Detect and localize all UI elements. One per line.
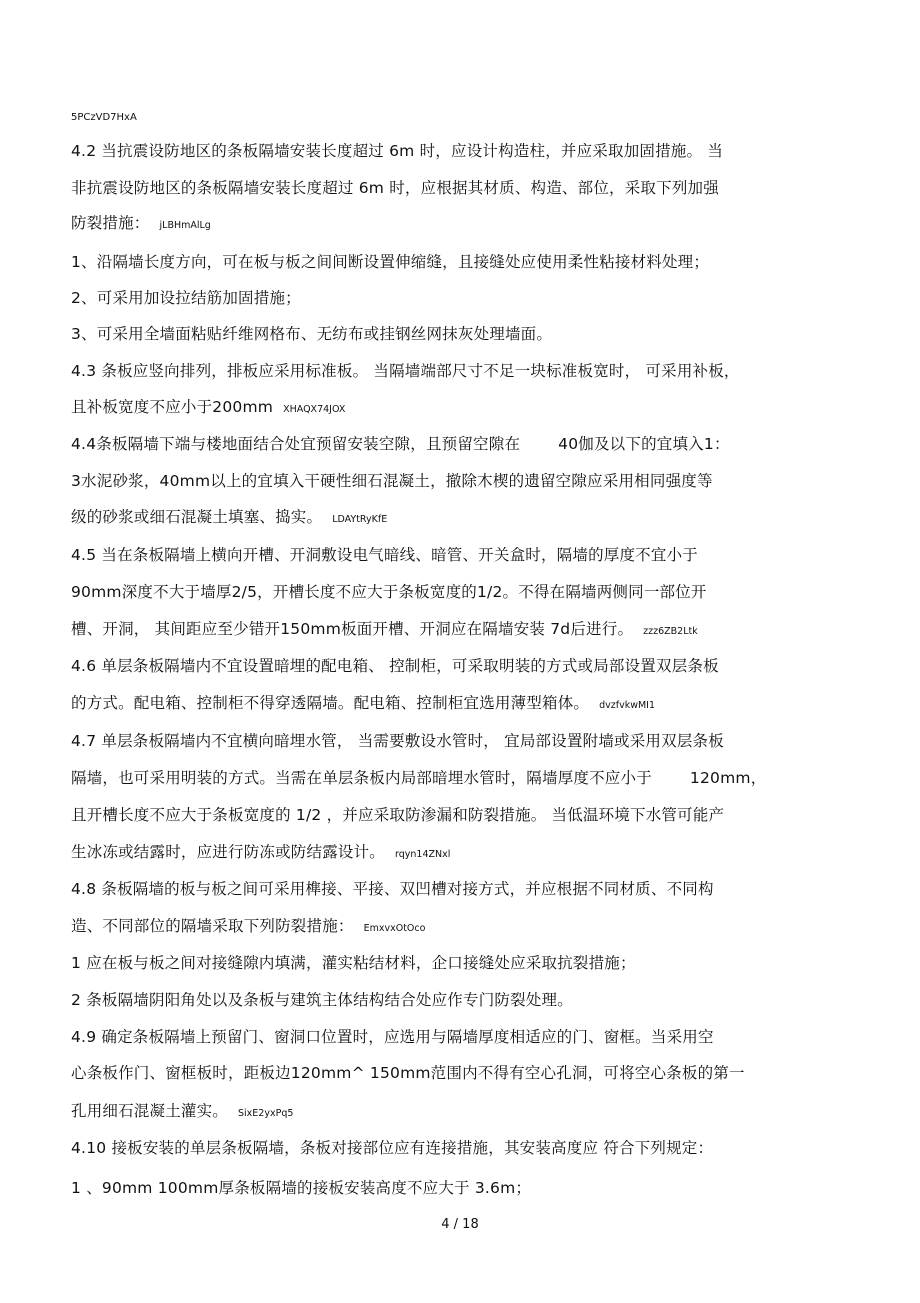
line-4-4-c: 级的砂浆或细石混凝土填塞、捣实。 LDAYtRyKfE	[71, 508, 388, 526]
line-code: jLBHmAlLg	[159, 220, 211, 231]
line-item-3: 3、可采用全墙面粘贴纤维网格布、无纺布或挂钢丝网抹灰处理墙面。	[71, 325, 553, 343]
line-item-2: 2、可采用加设拉结筋加固措施；	[71, 289, 301, 307]
line-4-7-c: 且开槽长度不应大于条板宽度的 1/2 ，并应采取防渗漏和防裂措施。 当低温环境下水管可能产	[71, 806, 725, 824]
line-code: SixE2yxPq5	[238, 1108, 294, 1119]
line-4-2-c: 防裂措施： jLBHmAlLg	[71, 214, 211, 232]
line-4-8-item-1: 1 应在板与板之间对接缝隙内填满，灌实粘结材料，企口接缝处应采取抗裂措施；	[71, 954, 636, 972]
line-4-5-b: 90mm深度不大于墙厚2/5，开槽长度不应大于条板宽度的1/2。不得在隔墙两侧同一部位开	[71, 583, 707, 601]
line-code: LDAYtRyKfE	[332, 514, 388, 525]
line-code: rqyn14ZNxl	[395, 849, 451, 860]
header-code: 5PCzVD7HxA	[71, 112, 137, 123]
line-code: XHAQX74JOX	[283, 404, 346, 415]
line-4-2-b: 非抗震设防地区的条板隔墙安装长度超过 6m 时，应根据其材质、构造、部位，采取下列加强	[71, 179, 719, 197]
line-4-3-b: 且补板宽度不应小于200mm XHAQX74JOX	[71, 398, 346, 416]
line-code: zzz6ZB2Ltk	[643, 626, 698, 637]
line-4-4-a: 4.4条板隔墙下端与楼地面结合处宜预留安装空隙，且预留空隙在 40伽及以下的宜填入1：	[71, 435, 730, 453]
line-4-6-a: 4.6 单层条板隔墙内不宜设置暗埋的配电箱、 控制柜，可采取明装的方式或局部设置双层条板	[71, 657, 719, 675]
line-4-7-b: 隔墙，也可采用明装的方式。当需在单层条板内局部暗埋水管时，隔墙厚度不应小于 120mm，	[71, 769, 767, 787]
line-4-9-c: 孔用细石混凝土灌实。 SixE2yxPq5	[71, 1102, 294, 1120]
line-4-7-d: 生冰冻或结露时，应进行防冻或防结露设计。 rqyn14ZNxl	[71, 843, 451, 861]
page-number: 4 / 18	[441, 1217, 479, 1232]
line-code: EmxvxOtOco	[363, 923, 426, 934]
line-code: dvzfvkwMI1	[599, 700, 656, 711]
line-4-5-c: 槽、开洞， 其间距应至少错开150mm板面开槽、开洞应在隔墙安装 7d后进行。 zzz6ZB2Ltk	[71, 620, 698, 638]
line-4-9-a: 4.9 确定条板隔墙上预留门、窗洞口位置时，应选用与隔墙厚度相适应的门、窗框。当采用空	[71, 1028, 714, 1046]
line-4-10-a: 4.10 接板安装的单层条板隔墙，条板对接部位应有连接措施，其安装高度应 符合下列规定：	[71, 1139, 714, 1157]
line-4-5-a: 4.5 当在条板隔墙上横向开槽、开洞敷设电气暗线、暗管、开关盒时，隔墙的厚度不宜小于	[71, 546, 698, 564]
line-4-4-b: 3水泥砂浆，40mm以上的宜填入干硬性细石混凝土，撤除木楔的遗留空隙应采用相同强度等	[71, 472, 713, 490]
line-4-6-b: 的方式。配电箱、控制柜不得穿透隔墙。配电箱、控制柜宜选用薄型箱体。 dvzfvkwMI1	[71, 694, 656, 712]
line-4-7-a: 4.7 单层条板隔墙内不宜横向暗埋水管， 当需要敷设水管时， 宜局部设置附墙或采用双层条板	[71, 732, 724, 750]
line-item-1: 1、沿隔墙长度方向，可在板与板之间间断设置伸缩缝，且接缝处应使用柔性粘接材料处理；	[71, 253, 710, 271]
line-4-10-item-1: 1 、90mm 100mm厚条板隔墙的接板安装高度不应大于 3.6m；	[71, 1179, 532, 1197]
line-4-2-a: 4.2 当抗震设防地区的条板隔墙安装长度超过 6m 时，应设计构造柱，并应采取加固措施。 当	[71, 142, 724, 160]
line-4-8-a: 4.8 条板隔墙的板与板之间可采用榫接、平接、双凹槽对接方式，并应根据不同材质、不同构	[71, 880, 714, 898]
line-4-3-a: 4.3 条板应竖向排列，排板应采用标准板。 当隔墙端部尺寸不足一块标准板宽时， 可采用补板，	[71, 362, 740, 380]
line-4-8-item-2: 2 条板隔墙阴阳角处以及条板与建筑主体结构结合处应作专门防裂处理。	[71, 991, 573, 1009]
line-4-8-b: 造、不同部位的隔墙采取下列防裂措施： EmxvxOtOco	[71, 917, 426, 935]
line-4-9-b: 心条板作门、窗框板时，距板边120mm^ 150mm范围内不得有空心孔洞，可将空心条板的第一	[71, 1064, 745, 1082]
